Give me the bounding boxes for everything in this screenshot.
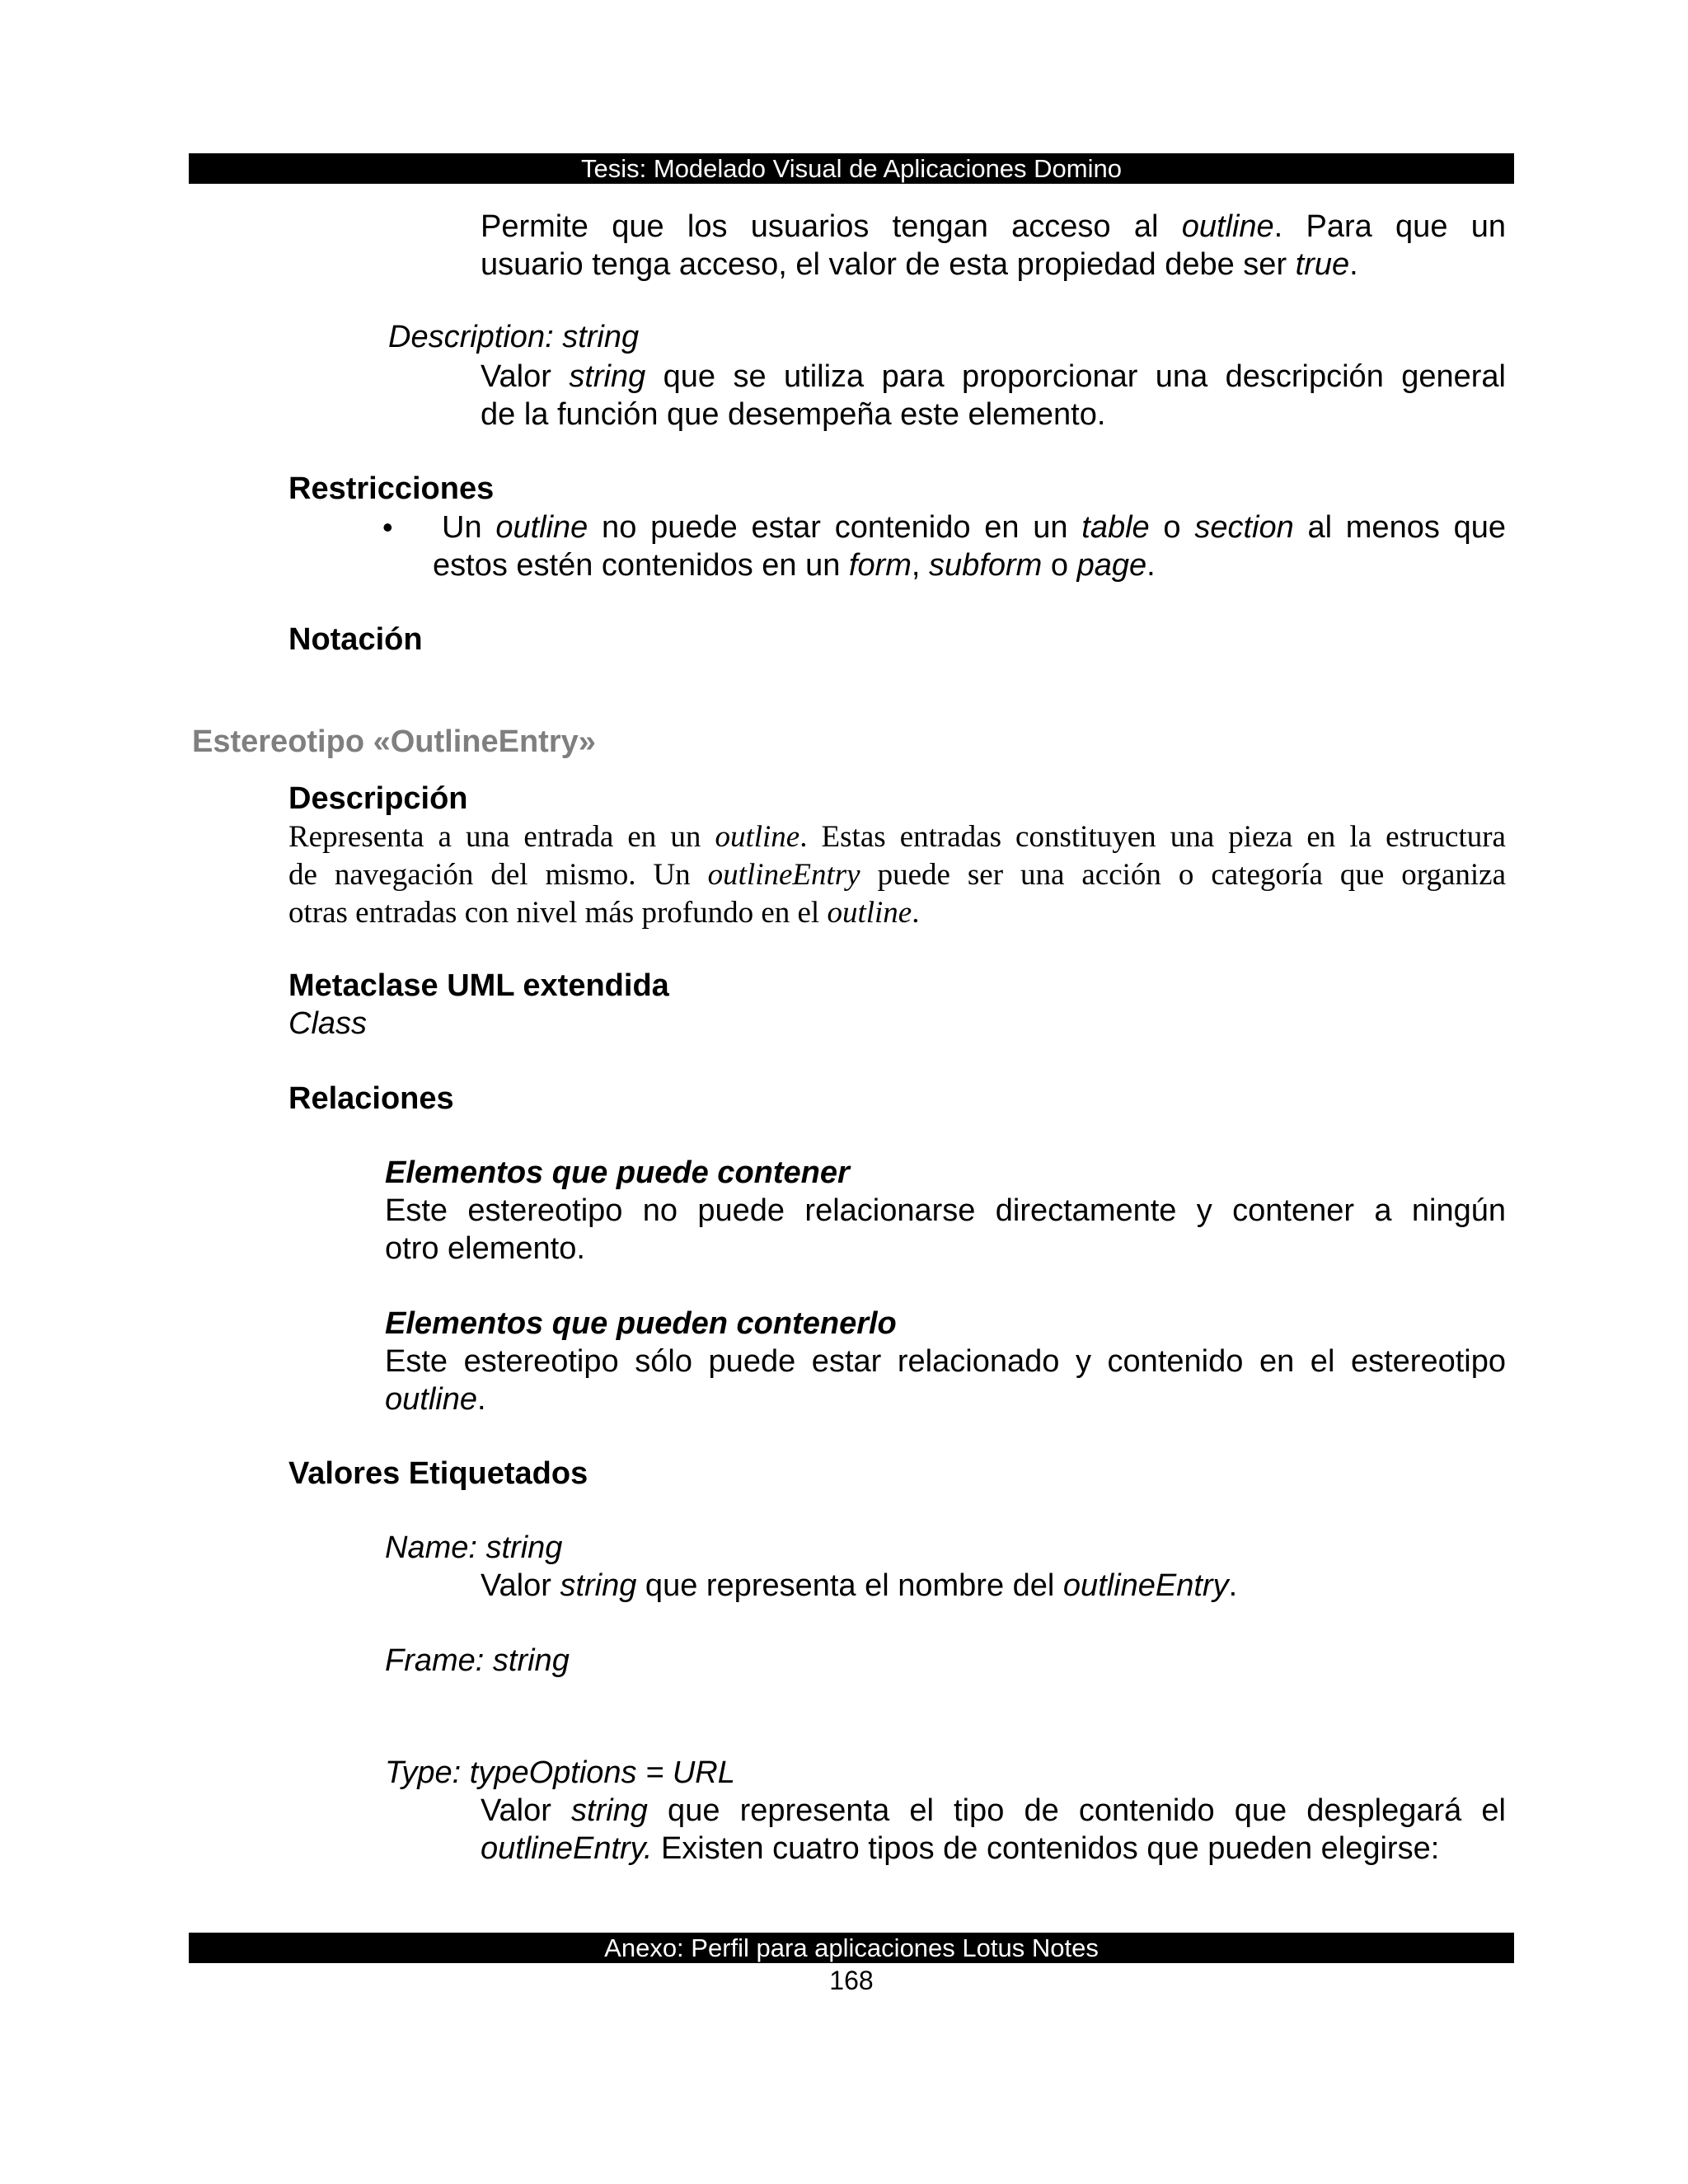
footer-text: Anexo: Perfil para aplicaciones Lotus Notes xyxy=(604,1933,1099,1962)
bullet-icon: • xyxy=(382,510,393,544)
name-property-label: Name: string xyxy=(385,1530,563,1565)
notacion-heading: Notación xyxy=(288,622,423,657)
relaciones-sub1-text: Este estereotipo no puede relacionarse directamente y contener a ningún otro elemento. xyxy=(385,1193,1506,1266)
page-number: 168 xyxy=(829,1966,874,1995)
page-footer xyxy=(189,1933,1514,1963)
type-property-label: Type: typeOptions = URL xyxy=(385,1755,735,1790)
access-description: Permite que los usuarios tengan acceso al outline. Para que un usuario tenga acceso, el valor de esta propiedad debe ser true. xyxy=(481,209,1506,282)
descripcion-heading: Descripción xyxy=(288,781,468,816)
description-property-text: Valor string que se utiliza para proporcionar una descripción general de la función que desempeña este elemento. xyxy=(481,359,1507,432)
frame-property-label: Frame: string xyxy=(385,1643,570,1678)
restriction-item: Un outline no puede estar contenido en un table o section al menos que estos estén contenidos en un form, subform o page. xyxy=(433,510,1506,583)
relaciones-heading: Relaciones xyxy=(288,1081,454,1116)
type-property-text: Valor string que representa el tipo de contenido que desplegará el outlineEntry. Existen cuatro tipos de contenidos que pueden elegirse: xyxy=(481,1793,1506,1866)
metaclase-value: Class xyxy=(288,1006,368,1041)
relaciones-sub2-heading: Elementos que pueden contenerlo xyxy=(385,1306,897,1341)
relaciones-sub1-heading: Elementos que puede contener xyxy=(385,1155,850,1190)
descripcion-text: Representa a una entrada en un outline. Estas entradas constituyen una pieza en la estructura de navegación del mismo. Un outlineEntry puede ser una acción o categoría que organiza otras entradas con nivel más profundo en el outline. xyxy=(288,820,1506,930)
page-header xyxy=(189,153,1514,184)
restricciones-heading: Restricciones xyxy=(288,471,495,506)
name-property-text: Valor string que representa el nombre del outlineEntry. xyxy=(481,1568,1238,1603)
header-text: Tesis: Modelado Visual de Aplicaciones Domino xyxy=(581,154,1122,183)
metaclase-heading: Metaclase UML extendida xyxy=(288,968,669,1003)
description-property-label: Description: string xyxy=(388,320,640,354)
section-title: Estereotipo «OutlineEntry» xyxy=(192,724,596,759)
relaciones-sub2-text: Este estereotipo sólo puede estar relacionado y contenido en el estereotipo outline. xyxy=(385,1344,1506,1417)
valores-heading: Valores Etiquetados xyxy=(288,1456,588,1491)
